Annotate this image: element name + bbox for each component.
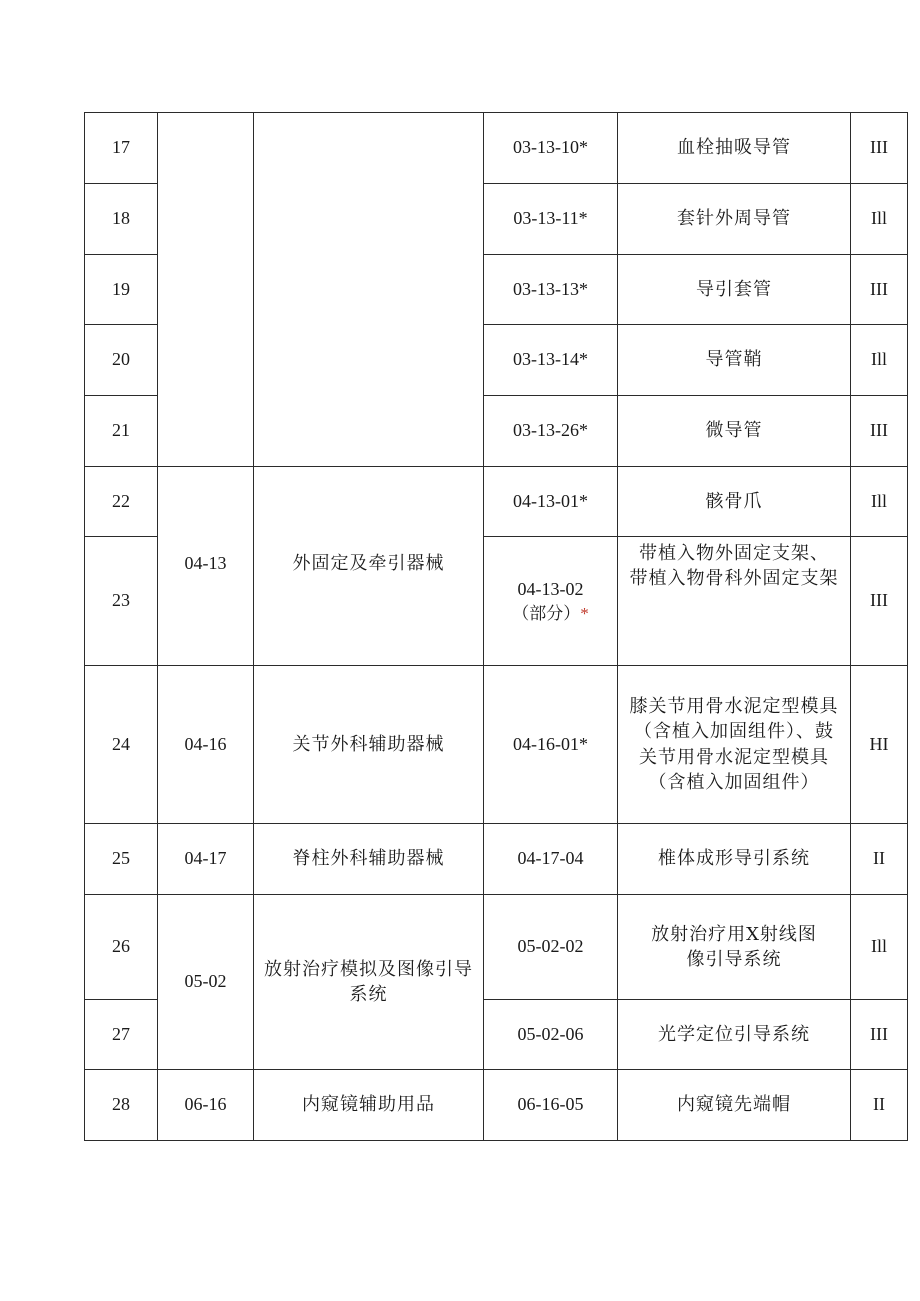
row-index: 22	[85, 467, 158, 537]
table-row	[85, 824, 908, 895]
class-cell: III	[851, 113, 908, 184]
name-line: 放射治疗用X射线图	[651, 923, 817, 945]
subcategory-cell-empty	[158, 113, 254, 467]
row-index: 25	[85, 824, 158, 895]
product-name-cell: 内窥镜先端帽	[618, 1070, 851, 1141]
subcategory-cell: 04-13	[158, 467, 254, 666]
product-name-cell: 微导管	[618, 396, 851, 467]
row-index: 17	[85, 113, 158, 184]
class-cell: III	[851, 537, 908, 666]
class-cell: Ill	[851, 895, 908, 1000]
product-name-cell: 套针外周导管	[618, 184, 851, 255]
code-cell: 03-13-14*	[484, 325, 618, 396]
class-cell: II	[851, 824, 908, 895]
subcategory-cell: 04-17	[158, 824, 254, 895]
row-index: 18	[85, 184, 158, 255]
asterisk-mark: *	[580, 603, 589, 623]
category-cell: 脊柱外科辅助器械	[254, 824, 484, 895]
category-line: 放射治疗模拟及图像引导	[264, 958, 473, 980]
category-line: 系统	[349, 984, 388, 1005]
name-line: （含植入加固组件）、鼓	[634, 721, 834, 743]
class-cell: III	[851, 1000, 908, 1070]
code-cell: 03-13-26*	[484, 396, 618, 467]
row-index: 26	[85, 895, 158, 1000]
name-line: 膝关节用骨水泥定型模具	[629, 696, 839, 718]
product-name-cell: 光学定位引导系统	[618, 1000, 851, 1070]
subcategory-cell: 05-02	[158, 895, 254, 1070]
product-name-cell: 椎体成形导引系统	[618, 824, 851, 895]
code-cell: 06-16-05	[484, 1070, 618, 1141]
product-name-cell: 导引套管	[618, 255, 851, 325]
table-row	[85, 895, 908, 1000]
code-value: 04-13-02	[517, 578, 584, 599]
subcategory-cell: 04-16	[158, 666, 254, 824]
table-row	[85, 113, 908, 184]
code-cell: 03-13-10*	[484, 113, 618, 184]
name-line: 带植入物外固定支架、	[639, 543, 829, 564]
row-index: 23	[85, 537, 158, 666]
product-name-cell	[618, 537, 851, 666]
code-cell: 03-13-13*	[484, 255, 618, 325]
name-line: 关节用骨水泥定型模具	[639, 746, 829, 768]
product-name-cell: 骸骨爪	[618, 467, 851, 537]
name-line: （含植入加固组件）	[648, 771, 820, 793]
row-index: 19	[85, 255, 158, 325]
table-row	[85, 467, 908, 537]
category-cell-empty	[254, 113, 484, 467]
name-line: 带植入物骨科外固定支架	[629, 568, 839, 590]
class-cell: Ill	[851, 184, 908, 255]
class-cell: II	[851, 1070, 908, 1141]
category-cell	[254, 895, 484, 1070]
class-cell: HI	[851, 666, 908, 824]
table-row	[85, 1070, 908, 1141]
class-cell: Ill	[851, 467, 908, 537]
subcategory-cell: 06-16	[158, 1070, 254, 1141]
class-cell: III	[851, 255, 908, 325]
product-name-cell	[618, 666, 851, 824]
row-index: 20	[85, 325, 158, 396]
code-cell: 04-13-01*	[484, 467, 618, 537]
code-note: （部分）	[512, 603, 581, 623]
code-cell	[484, 537, 618, 666]
row-index: 27	[85, 1000, 158, 1070]
row-index: 28	[85, 1070, 158, 1141]
code-cell: 05-02-06	[484, 1000, 618, 1070]
product-name-cell: 导管鞘	[618, 325, 851, 396]
code-cell: 04-17-04	[484, 824, 618, 895]
row-index: 24	[85, 666, 158, 824]
category-cell: 外固定及牵引器械	[254, 467, 484, 666]
table-row	[85, 666, 908, 824]
category-cell: 关节外科辅助器械	[254, 666, 484, 824]
name-line: 像引导系统	[686, 949, 782, 970]
product-name-cell	[618, 895, 851, 1000]
class-cell: Ill	[851, 325, 908, 396]
code-cell: 04-16-01*	[484, 666, 618, 824]
device-classification-table	[84, 112, 908, 1141]
class-cell: III	[851, 396, 908, 467]
code-cell: 05-02-02	[484, 895, 618, 1000]
category-cell: 内窥镜辅助用品	[254, 1070, 484, 1141]
code-cell: 03-13-11*	[484, 184, 618, 255]
row-index: 21	[85, 396, 158, 467]
product-name-cell: 血栓抽吸导管	[618, 113, 851, 184]
